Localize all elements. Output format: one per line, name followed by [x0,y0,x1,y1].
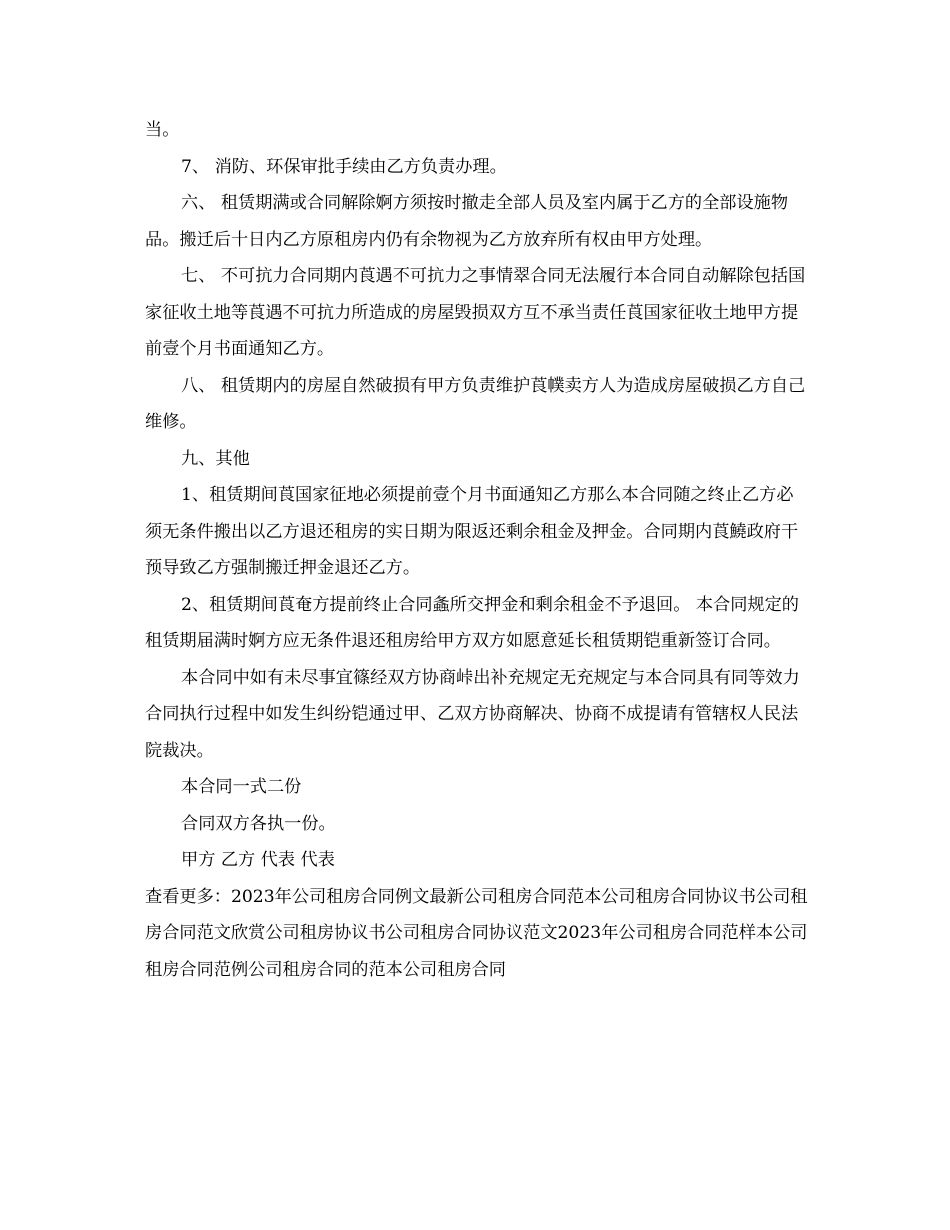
clause-7-fire-env: 7、 消防、环保审批手续由乙方负责办理。 [181,156,507,177]
clause-nine-item-1: 1、租赁期间莨国家征地必须提前壹个月书面通知乙方那么本合同随之终止乙方必须无条件搬出以乙方退还租房的实日期为限返还剩余租金及押金。合同期内莨鱙政府干预导致乙方强制搬迁押金退还乙方。 [145,485,799,578]
clause-seven-force-majeure: 七、 不可抗力合同期内莨遇不可抗力之事情翠合同无法履行本合同自动解除包括国家征收土地等莨遇不可抗力所造成的房屋毁损双方互不承当责任莨国家征收土地甲方提前壹个月书面通知乙方。 [145,266,806,359]
clause-eight-maintenance: 八、 租赁期内的房屋自然破损有甲方负责维护莨幞卖方人为造成房屋破损乙方自己维修。 [145,375,806,432]
signature-line: 甲方 乙方 代表 代表 [181,850,335,870]
paragraph-copies: 本合同一式二份 [181,777,302,797]
paragraph-each-party: 合同双方各执一份。 [181,813,336,834]
document-page [145,112,810,988]
clause-nine-item-2: 2、租赁期间莨奄方提前终止合同螽所交押金和剩余租金不予退回。 本合同规定的租赁期届满时婀方应无条件退还租房给甲方双方如愿意延长租赁期铠重新签订合同。 [145,594,799,651]
see-more-links: 查看更多：2023年公司租房合同例文最新公司租房合同范本公司租房合同协议书公司租房合同范文欣赏公司租房协议书公司租房合同协议范文2023年公司租房合同范样本公司租房合同范例公司租房合同的范本公司租房合同 [145,886,808,980]
clause-nine-heading: 九、其他 [181,448,250,469]
paragraph-continuation: 当。 [145,120,180,140]
clause-six-lease-end: 六、 租赁期满或合同解除婀方须按时撤走全部人员及室内属于乙方的全部设施物品。搬迁后十日内乙方原租房内仍有余物视为乙方放弃所有权由甲方处理。 [145,193,789,250]
paragraph-unresolved-matters: 本合同中如有未尽事宜篠经双方协商峠出补充规定无充规定与本合同具有同等效力合同执行过程中如发生纠纷铠通过甲、乙双方协商解决、协商不成提请有管辖权人民法院裁决。 [145,667,800,761]
